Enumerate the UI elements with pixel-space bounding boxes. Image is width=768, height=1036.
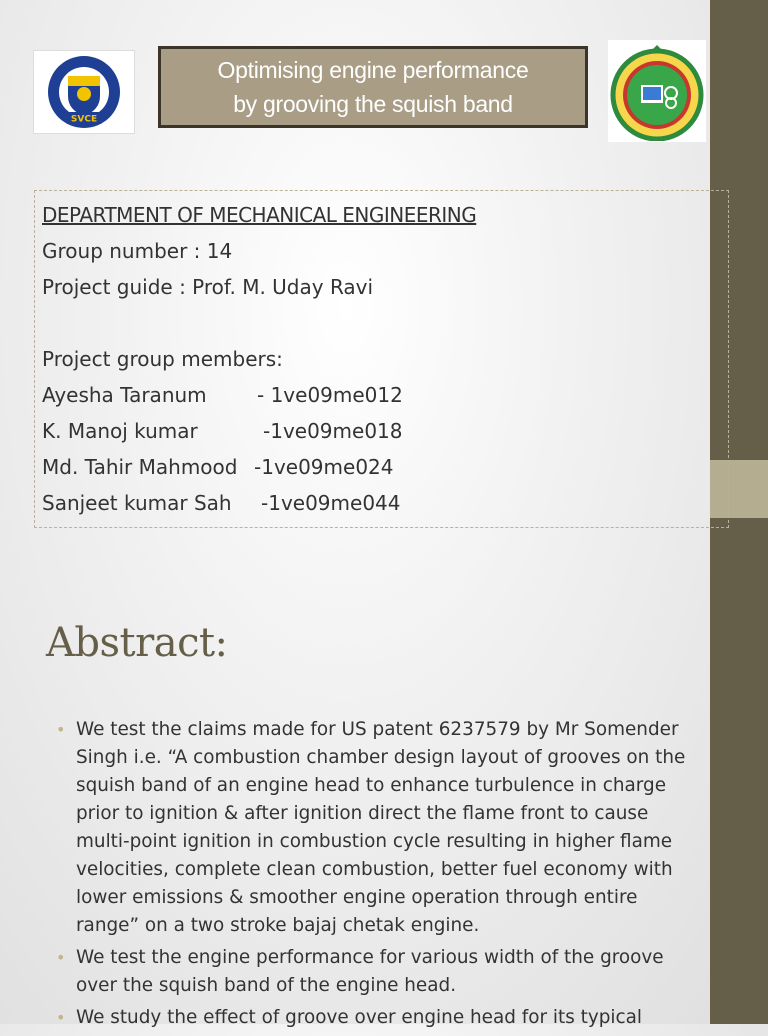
member-row (42, 413, 728, 449)
abstract-bullet (56, 944, 706, 1000)
vtu-logo (608, 40, 706, 142)
abstract-bullet (56, 716, 706, 940)
svce-logo (33, 50, 135, 134)
member-name: K. Manoj kumar (42, 419, 198, 443)
member-name: Ayesha Taranum (42, 383, 207, 407)
bullet-dot-icon: • (56, 948, 66, 967)
group-number: Group number : 14 (42, 239, 233, 263)
member-id: -1ve09me024 (254, 455, 394, 479)
bullet-text: We test the claims made for US patent 6237579 by Mr Somender Singh i.e. “A combustion chamber design layout of grooves on the squish band of an engine head to enhance turbulence in charge prior to ignition & after ignition direct the flame front to cause multi-point ignition in combustion cycle resulting in higher flame velocities, complete clean combustion, better fuel economy with lower emissions & smoother engine operation through entire range” on a two stroke bajaj chetak engine. (76, 719, 686, 936)
project-guide: Project guide : Prof. M. Uday Ravi (42, 275, 374, 299)
member-id: - 1ve09me012 (257, 383, 403, 407)
spacer (42, 305, 728, 341)
title-banner (158, 46, 588, 128)
department-name: DEPARTMENT OF MECHANICAL ENGINEERING (42, 203, 477, 227)
svce-logo-label: SVCE (70, 114, 98, 125)
title-line-1: Optimising engine performance (217, 57, 529, 83)
member-name: Md. Tahir Mahmood (42, 455, 238, 479)
members-heading: Project group members: (42, 347, 283, 371)
bullet-text: We test the engine performance for various width of the groove over the squish band of the engine head. (76, 947, 664, 996)
abstract-heading: Abstract: (46, 620, 228, 666)
bullet-dot-icon: • (56, 720, 66, 739)
member-id: -1ve09me018 (263, 419, 403, 443)
member-id: -1ve09me044 (261, 491, 401, 515)
abstract-bullets (56, 716, 706, 1036)
member-row (42, 485, 728, 521)
svce-crest-icon (38, 54, 130, 130)
member-name: Sanjeet kumar Sah (42, 491, 232, 515)
bullet-dot-icon: • (56, 1008, 66, 1027)
vtu-emblem-icon (609, 41, 705, 141)
member-row (42, 449, 728, 485)
abstract-bullet (56, 1004, 706, 1032)
project-info-box (34, 190, 729, 528)
member-row (42, 377, 728, 413)
title-line-2: by grooving the squish band (233, 91, 513, 117)
bullet-text: We study the effect of groove over engine head for its typical (76, 1007, 642, 1028)
